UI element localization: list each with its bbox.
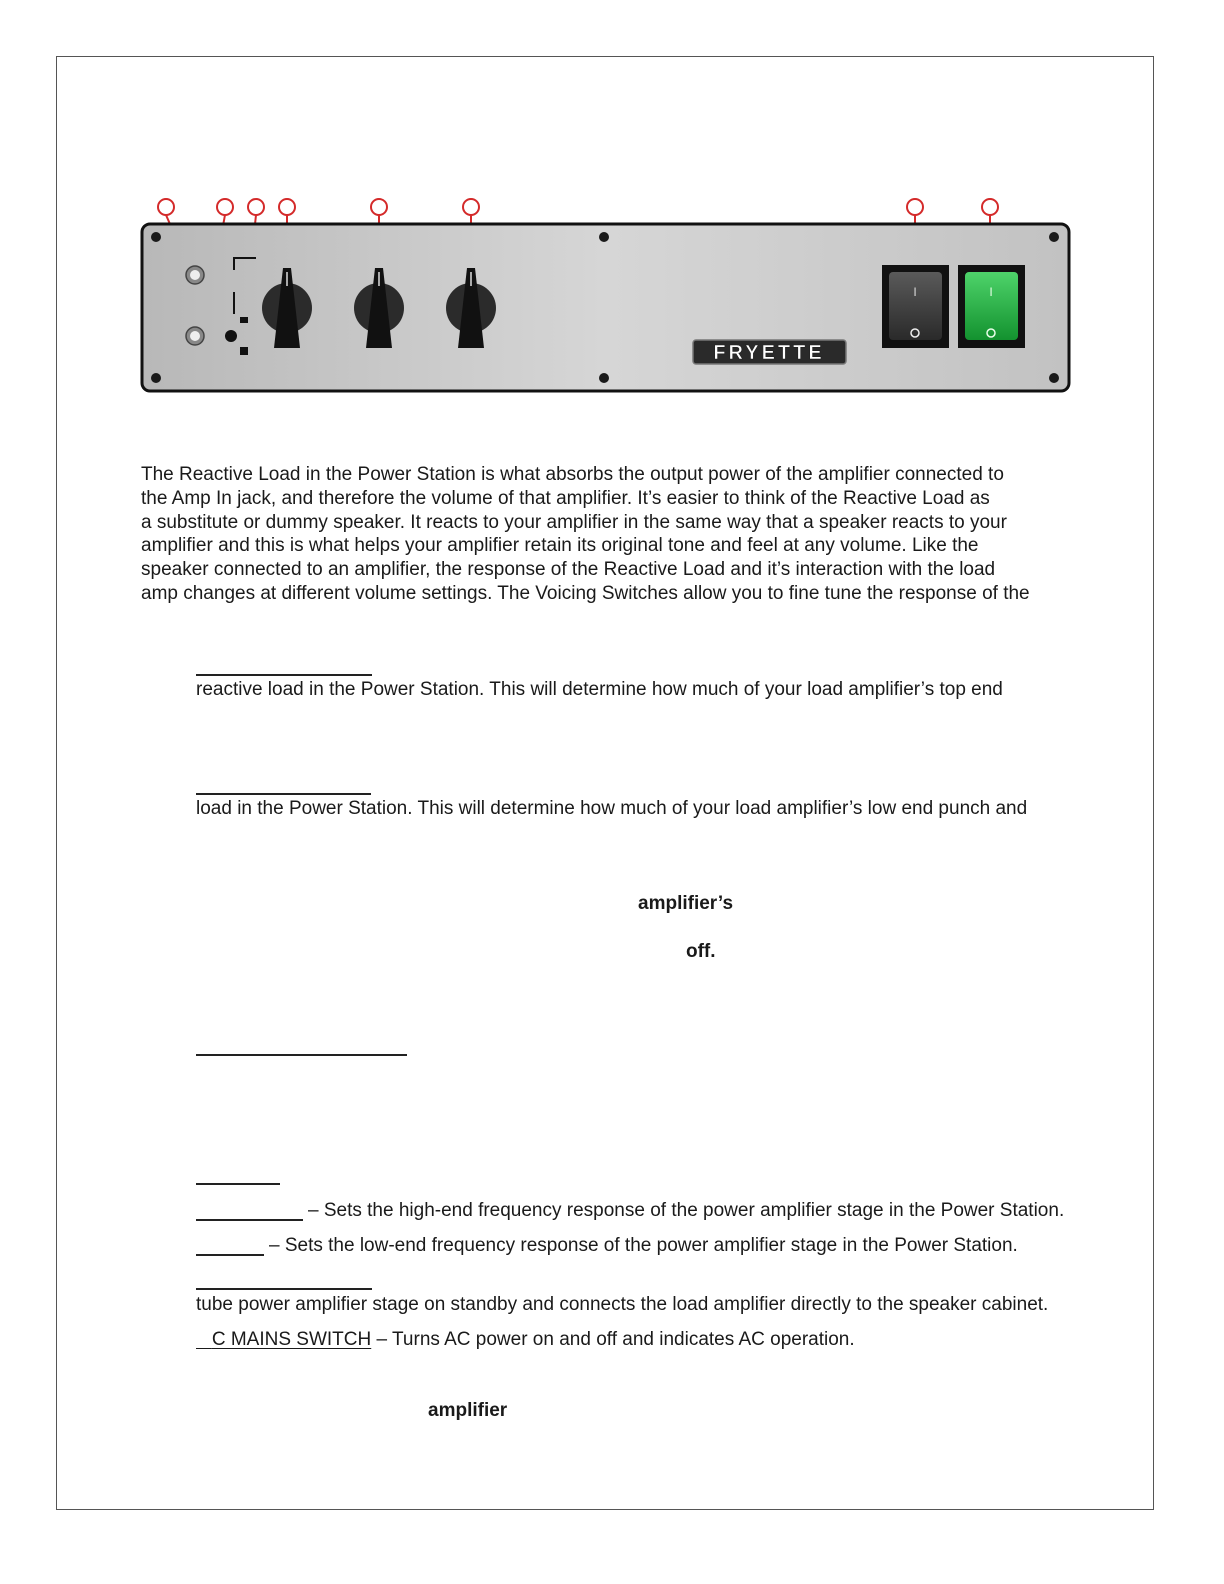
callout-circle-3 (248, 199, 264, 215)
bypass-rocker-icon (882, 265, 949, 348)
callout-circle-1 (158, 199, 174, 215)
intro-line: speaker connected to an amplifier, the response of the Reactive Load and it’s interaction with the load (141, 559, 996, 581)
bypass-description: tube power amplifier stage on standby and connects the load amplifier directly to the speaker cabinet. (196, 1294, 1049, 1315)
heading-rule (196, 1054, 407, 1056)
depth-label-rule (196, 1254, 264, 1256)
heading-rule (196, 793, 371, 795)
item-treble-text: reactive load in the Power Station. This will determine how much of your load amplifier’s top end (196, 679, 1003, 700)
svg-text:I: I (913, 285, 917, 299)
bold-amplifiers: amplifier’s (638, 893, 734, 914)
intro-line: amplifier and this is what helps your amplifier retain its original tone and feel at any volume. Like the (141, 535, 979, 557)
bold-amplifier: amplifier (428, 1400, 508, 1421)
intro-paragraph (141, 463, 1101, 606)
intro-line: a substitute or dummy speaker. It reacts to your amplifier in the same way that a speaker reacts to your (141, 511, 1007, 533)
heading-rule (196, 1288, 372, 1290)
heading-rule (196, 674, 372, 676)
callout-circle-7 (907, 199, 923, 215)
mains-rocker-icon (958, 265, 1025, 348)
callout-circle-4 (279, 199, 295, 215)
mains-switch-label: C MAINS SWITCH (211, 1329, 372, 1350)
intro-line: the Amp In jack, and therefore the volume of that amplifier. It’s easier to think of the Reactive Load as (141, 487, 990, 509)
heading-rule (196, 1183, 280, 1185)
callout-circle-5 (371, 199, 387, 215)
brand-logo: FRYETTE (713, 342, 825, 364)
intro-line: The Reactive Load in the Power Station is what absorbs the output power of the amplifier connected to (141, 464, 1004, 485)
led-indicator-icon (225, 330, 237, 342)
mains-switch-description: – Turns AC power on and off and indicates AC operation. (376, 1329, 855, 1350)
front-panel-illustration (130, 190, 1080, 405)
callout-circle-2 (217, 199, 233, 215)
callout-circle-6 (463, 199, 479, 215)
bold-off: off. (686, 941, 716, 962)
mains-switch-line (196, 1329, 855, 1351)
callout-circle-8 (982, 199, 998, 215)
item-bass-text: load in the Power Station. This will determine how much of your load amplifier’s low end punch and (196, 798, 1028, 819)
presence-label-rule (196, 1219, 303, 1221)
svg-text:I: I (989, 285, 993, 299)
depth-description: – Sets the low-end frequency response of the power amplifier stage in the Power Station. (269, 1235, 1018, 1256)
intro-line: amp changes at different volume settings. The Voicing Switches allow you to fine tune the response of the (141, 582, 1030, 604)
presence-description: – Sets the high-end frequency response of the power amplifier stage in the Power Station. (308, 1200, 1065, 1221)
